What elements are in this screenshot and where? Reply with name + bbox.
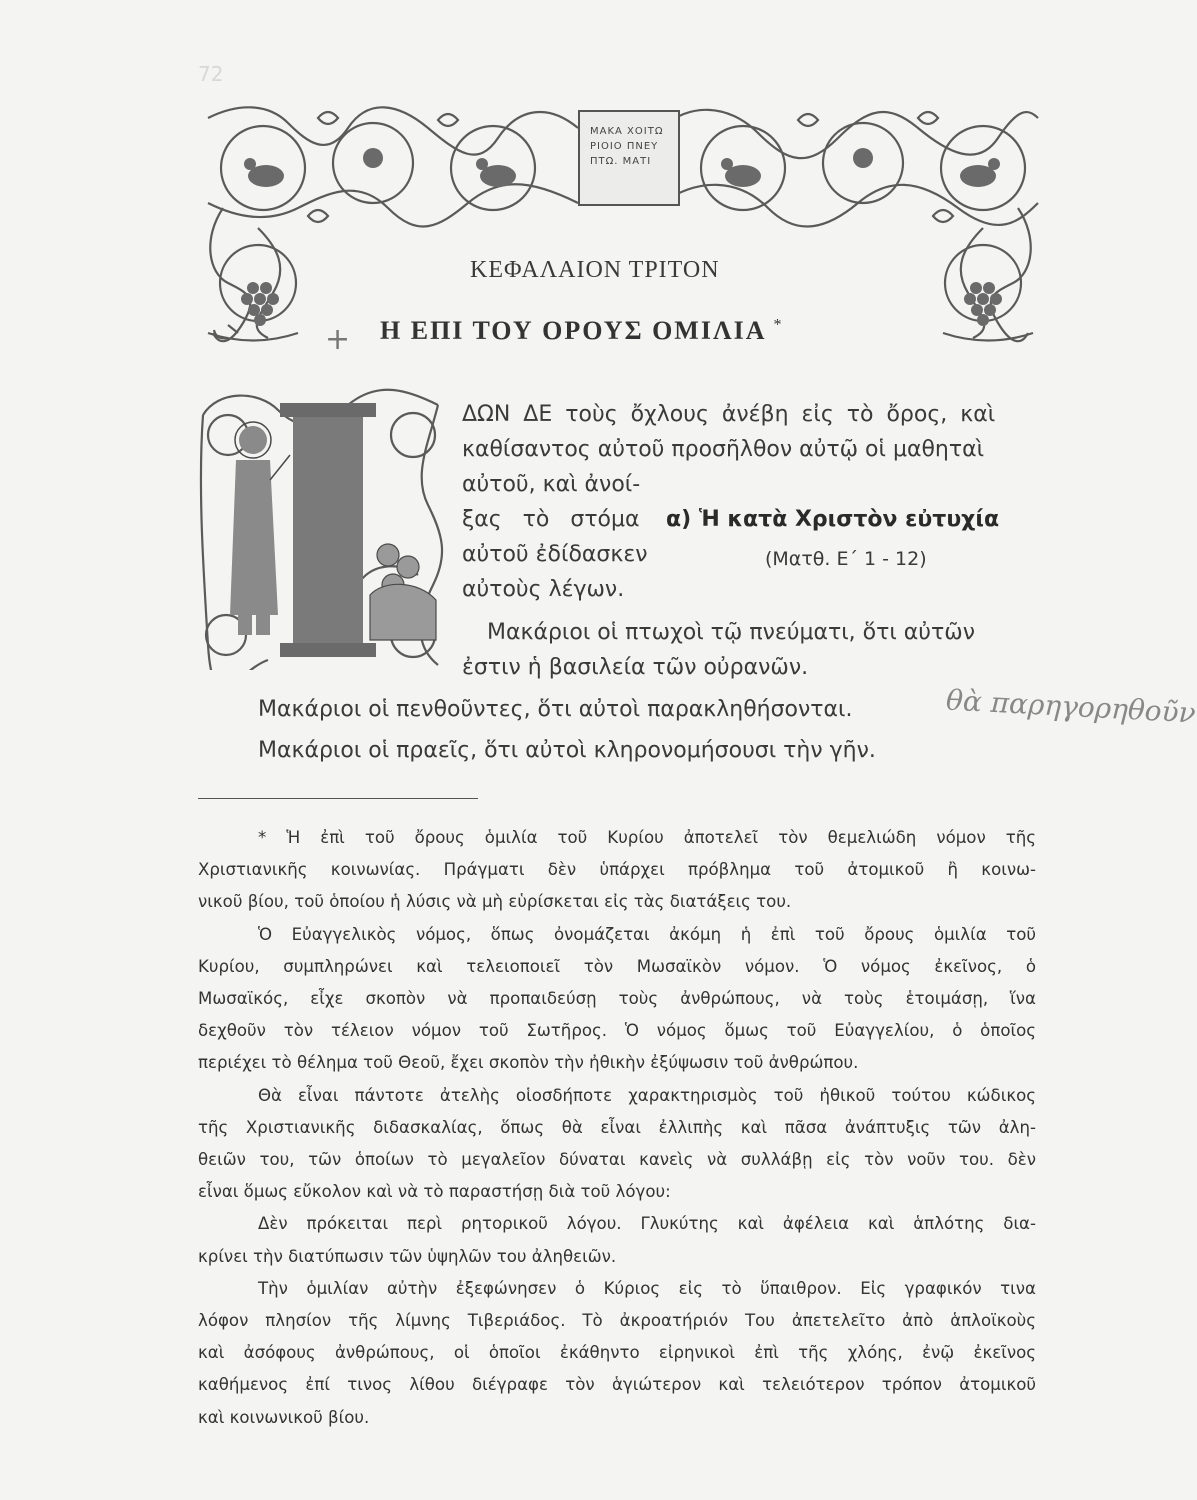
footnote-line: περιέχει τὸ θέλημα τοῦ Θεοῦ, ἔχει σκοπὸν τὴν ἠθικὴν ἐξύψωσιν τοῦ ἀνθρώπου.: [198, 1053, 859, 1073]
chapter-title-text: Η ΕΠΙ ΤΟΥ ΟΡΟΥΣ ΟΜΙΛΙΑ: [380, 316, 766, 345]
footnote-line: θειῶν του, τῶν ὁποίων τὸ μεγαλεῖον δύναται κανεὶς νὰ συλλάβῃ εἰς τὸν νοῦν του. δὲν: [198, 1150, 1036, 1170]
book-inscription: ΜΑΚΑ ΧΟΙΤΩ ΡΙΟΙΟ ΠΝΕΥ ΠΤΩ. ΜΑΤΙ: [590, 126, 664, 167]
footnote-line: Θὰ εἶναι πάντοτε ἀτελὴς οἱοσδήποτε χαρακτηρισμὸς τοῦ ἠθικοῦ τούτου κώδικος: [258, 1085, 1036, 1105]
margin-mark: +: [325, 322, 351, 357]
open-book-emblem: [578, 110, 680, 206]
verse-line: ἐστιν ἡ βασιλεία τῶν οὐρανῶν.: [462, 655, 809, 680]
verse-line: Μακάριοι οἱ πενθοῦντες, ὅτι αὐτοὶ παρακληθήσονται.: [258, 697, 853, 722]
chapter-label: ΚΕΦΑΛΑΙΟΝ ΤΡΙΤΟΝ: [470, 257, 720, 283]
illuminated-initial: [198, 385, 448, 670]
footnote-line: Χριστιανικῆς κοινωνίας. Πράγματι δὲν ὑπάρχει πρόβλημα τοῦ ἀτομικοῦ ἢ κοινω-: [198, 860, 1036, 880]
footnote-line: Ὁ Εὐαγγελικὸς νόμος, ὅπως ὀνομάζεται ἀκόμη ἡ ἐπὶ τοῦ ὄρους ὁμιλία τοῦ: [258, 924, 1036, 944]
verse-line: Μακάριοι οἱ πτωχοὶ τῷ πνεύματι, ὅτι αὐτῶν: [487, 620, 975, 645]
section-reference: (Ματθ. Ε΄ 1 - 12): [765, 548, 927, 570]
verse-line: αὐτοὺς λέγων.: [462, 577, 625, 602]
verse-line: αὐτοῦ, καὶ ἀνοί-: [462, 472, 641, 497]
footnote-line: καὶ κοινωνικοῦ βίου.: [198, 1407, 370, 1427]
verse-line: καθίσαντος αὐτοῦ προσῆλθον αὐτῷ οἱ μαθηταὶ: [462, 437, 985, 462]
chapter-title: [380, 316, 784, 346]
verse-line: ΔΩΝ ΔΕ τοὺς ὄχλους ἀνέβη εἰς τὸ ὄρος, καὶ: [462, 402, 996, 427]
footnote-line: Τὴν ὁμιλίαν αὐτὴν ἐξεφώνησεν ὁ Κύριος εἰς τὸ ὕπαιθρον. Εἰς γραφικόν τινα: [258, 1278, 1036, 1298]
footnote-line: νικοῦ βίου, τοῦ ὁποίου ἡ λύσις νὰ μὴ εὑρίσκεται εἰς τὰς διατάξεις του.: [198, 892, 792, 912]
footnote-line: * Ἡ ἐπὶ τοῦ ὄρους ὁμιλία τοῦ Κυρίου ἀποτελεῖ τὸν θεμελιώδη νόμον τῆς: [258, 828, 1036, 847]
footnote-line: τῆς Χριστιανικῆς διδασκαλίας, ὅπως θὰ εἶναι ἐλλιπὴς καὶ πᾶσα ἀνάπτυξις τῶν ἀλη-: [198, 1117, 1036, 1137]
section-title: α) Ἡ κατὰ Χριστὸν εὐτυχία: [666, 507, 1000, 532]
footnote: [198, 822, 1036, 1434]
handwritten-note: θὰ παρηγορηθοῦν: [945, 683, 1197, 730]
footnote-line: εἶναι ὅμως εὔκολον καὶ νὰ τὸ παραστήσῃ διὰ τοῦ λόγου:: [198, 1182, 671, 1202]
footnote-line: δεχθοῦν τὸν τέλειον νόμον τοῦ Σωτῆρος. Ὁ νόμος ὅμως τοῦ Εὐαγγελίου, ὁ ὁποῖος: [198, 1021, 1036, 1041]
footnote-line: καθήμενος ἐπί τινος λίθου διέγραφε τὸν ἁγιώτερον καὶ τελειότερον τρόπον ἀτομικοῦ: [198, 1375, 1036, 1395]
footnote-line: Κυρίου, συμπληρώνει καὶ τελειοποιεῖ τὸν Μωσαϊκὸν νόμον. Ὁ νόμος ἐκεῖνος, ὁ: [198, 956, 1036, 976]
verse-line: αὐτοῦ ἐδίδασκεν: [462, 542, 648, 567]
footnote-line: κρίνει τὴν διατύπωσιν τῶν ὑψηλῶν του ἀληθειῶν.: [198, 1246, 617, 1266]
verse-line: Μακάριοι οἱ πραεῖς, ὅτι αὐτοὶ κληρονομήσουσι τὴν γῆν.: [258, 738, 876, 763]
footnote-marker: *: [773, 316, 784, 334]
footnote-line: λόφον πλησίον τῆς λίμνης Τιβεριάδος. Τὸ ἀκροατήριόν Του ἀπετελεῖτο ἀπὸ ἁπλοϊκοὺς: [198, 1311, 1036, 1331]
verse-line: ξας τὸ στόμα: [462, 507, 640, 532]
page-number: 72: [198, 62, 224, 86]
footnote-line: Δὲν πρόκειται περὶ ρητορικοῦ λόγου. Γλυκύτης καὶ ἀφέλεια καὶ ἁπλότης δια-: [258, 1214, 1036, 1234]
footnote-line: Μωσαϊκός, εἶχε σκοπὸν νὰ προπαιδεύσῃ τοὺς ἀνθρώπους, νὰ τοὺς ἑτοιμάσῃ, ἵνα: [198, 989, 1036, 1009]
footnote-line: καὶ ἀσόφους ἀνθρώπους, οἱ ὁποῖοι ἐκάθηντο εἰρηνικοὶ ἐπὶ τῆς χλόης, ἐνῷ ἐκεῖνος: [198, 1343, 1036, 1363]
footnote-divider: [198, 798, 478, 799]
